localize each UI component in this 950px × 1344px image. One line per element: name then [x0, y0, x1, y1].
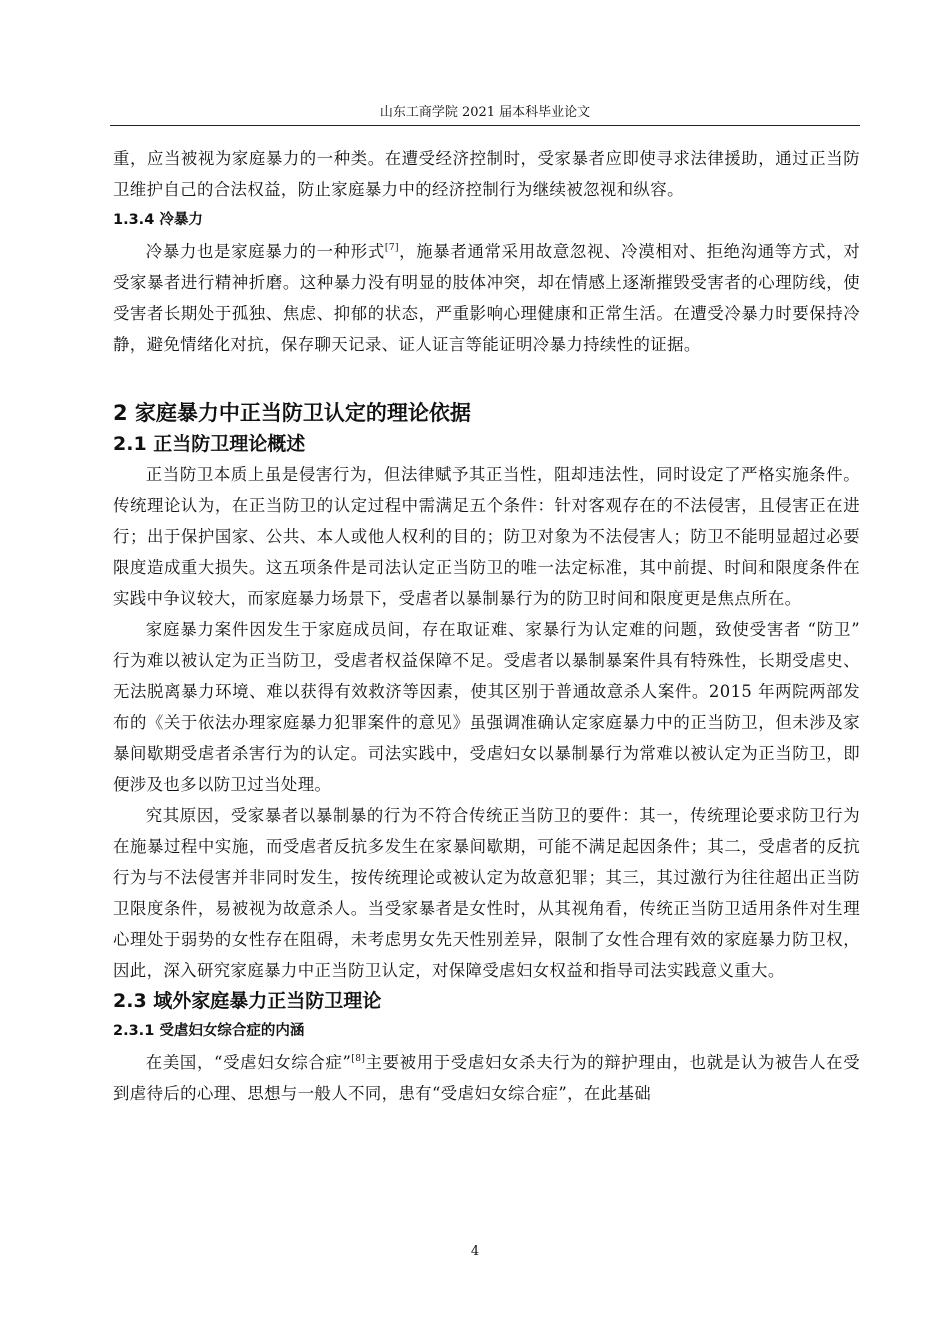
paragraph-economic-control-cont: 重，应当被视为家庭暴力的一种类。在遭受经济控制时，受家暴者应即使寻求法律援助，通过正当防卫维护自己的合法权益，防止家庭暴力中的经济控制行为继续被忽视和纵容。: [113, 149, 860, 199]
paragraph-text: 主要被用于受虐妇女杀夫行为的辩护理由，也就是认为被告人在受到虐待后的心理、思想与一般人不同，患有“受虐妇女综合症”，在此基础: [113, 1053, 860, 1103]
heading-2-3: 2.3 域外家庭暴力正当防卫理论: [113, 990, 382, 1012]
paragraph-text: ，施暴者通常采用故意忽视、冷漠相对、拒绝沟通等方式，对受家暴者进行精神折磨。这种暴力没有明显的肢体冲突，却在情感上逐渐摧毁受害者的心理防线，使受害者长期处于孤独、焦虑、抑郁的状态，严重影响心理健康和正常生活。在遭受冷暴力时要保持冷静，避免情绪化对抗，保存聊天记录、证人证言等能证明冷暴力持续性的证据。: [113, 242, 860, 354]
paragraph-text: 冷暴力也是家庭暴力的一种形式: [145, 242, 385, 261]
heading-2-1: 2.1 正当防卫理论概述: [113, 433, 306, 455]
paragraph-cold-violence: [113, 236, 860, 360]
heading-1-3-4: 1.3.4 冷暴力: [113, 212, 203, 228]
paragraph-battered-woman-syndrome: [113, 1047, 860, 1109]
page-body: [113, 143, 860, 1109]
page-number: 4: [470, 1244, 480, 1259]
chapter-2-heading: 2 家庭暴力中正当防卫认定的理论依据: [113, 401, 471, 425]
paragraph-self-defense-overview: 正当防卫本质上虽是侵害行为，但法律赋予其正当性，阻却违法性，同时设定了严格实施条件。传统理论认为，在正当防卫的认定过程中需满足五个条件：针对客观存在的不法侵害，且侵害正在进行；出于保护国家、公共、本人或他人权利的目的；防卫对象为不法侵害人；防卫不能明显超过必要限度造成重大损失。这五项条件是司法认定正当防卫的唯一法定标准，其中前提、时间和限度条件在实践中争议较大，而家庭暴力场景下，受虐者以暴制暴行为的防卫时间和限度更是焦点所在。: [113, 465, 860, 608]
citation-8: [8]: [351, 1054, 366, 1064]
paragraph-domestic-violence-cases: 家庭暴力案件因发生于家庭成员间，存在取证难、家暴行为认定难的问题，致使受害者 “防卫” 行为难以被认定为正当防卫，受虐者权益保障不足。受虐者以暴制暴案件具有特殊性，长期受虐史、无法脱离暴力环境、难以获得有效救济等因素，使其区别于普通故意杀人案件。2015 年两院两部发布的《关于依法办理家庭暴力犯罪案件的意见》虽强调准确认定家庭暴力中的正当防卫，但未涉及家暴间歇期受虐者杀害行为的认定。司法实践中，受虐妇女以暴制暴行为常难以被认定为正当防卫，即便涉及也多以防卫过当处理。: [113, 620, 860, 794]
page-header: 山东工商学院 2021 届本科毕业论文: [110, 103, 860, 126]
paragraph-text: 在美国，“受虐妇女综合症”: [145, 1053, 352, 1072]
paragraph-reasons: 究其原因，受家暴者以暴制暴的行为不符合传统正当防卫的要件：其一，传统理论要求防卫行为在施暴过程中实施，而受虐者反抗多发生在家暴间歇期，可能不满足起因条件；其二，受虐者的反抗行为与不法侵害并非同时发生，按传统理论或被认定为故意犯罪；其三，其过激行为往往超出正当防卫限度条件，易被视为故意杀人。当受家暴者是女性时，从其视角看，传统正当防卫适用条件对生理心理处于弱势的女性存在阻碍，未考虑男女先天性别差异，限制了女性合理有效的家庭暴力防卫权，因此，深入研究家庭暴力中正当防卫认定，对保障受虐妇女权益和指导司法实践意义重大。: [113, 806, 860, 980]
heading-2-3-1: 2.3.1 受虐妇女综合症的内涵: [113, 1023, 305, 1039]
citation-7: [7]: [384, 243, 399, 253]
